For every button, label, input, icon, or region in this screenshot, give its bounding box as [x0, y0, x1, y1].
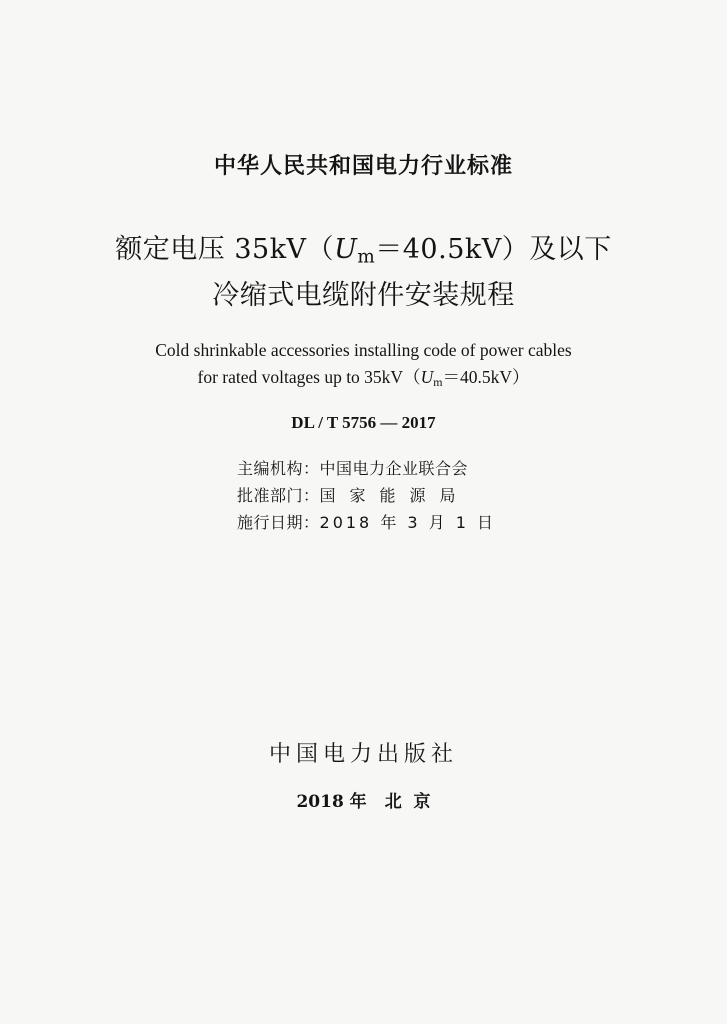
- effective-date-row: [237, 511, 496, 535]
- voltage-symbol: U: [334, 234, 358, 265]
- editor-row: [237, 457, 468, 481]
- publication-city: 北 京: [384, 792, 431, 812]
- english-voltage-subscript: m: [433, 374, 443, 389]
- chinese-title-suffix: ＝40.5kV）及以下: [375, 234, 612, 265]
- english-title-line-1: Cold shrinkable accessories installing code of power cables: [155, 340, 572, 360]
- publication-year: 2018 年: [296, 792, 367, 812]
- editor-value: 中国电力企业联合会: [319, 459, 469, 478]
- chinese-title-line-2: 冷缩式电缆附件安装规程: [212, 280, 515, 311]
- english-title-line-2: [0, 365, 727, 394]
- effective-date-label: 施行日期：: [237, 513, 320, 532]
- standard-code: DL / T 5756 — 2017: [291, 413, 436, 432]
- series-title: 中华人民共和国电力行业标准: [213, 154, 513, 179]
- chinese-title-prefix: 额定电压 35kV（: [115, 234, 335, 265]
- effective-date-value: 2018 年 3 月 1 日: [319, 513, 497, 532]
- approver-value: 国家能源局: [319, 486, 470, 505]
- english-voltage-symbol: U: [420, 367, 434, 387]
- approver-row: [237, 484, 470, 508]
- english-title-prefix: for rated voltages up to 35kV（: [197, 367, 421, 387]
- editor-label: 主编机构：: [237, 459, 320, 478]
- approver-label: 批准部门：: [237, 486, 320, 505]
- voltage-subscript: m: [357, 246, 376, 268]
- publisher: 中国电力出版社: [268, 742, 458, 767]
- publication-line: [0, 789, 727, 815]
- chinese-title-line-1: [0, 230, 727, 278]
- english-title-suffix: ＝40.5kV）: [442, 367, 530, 387]
